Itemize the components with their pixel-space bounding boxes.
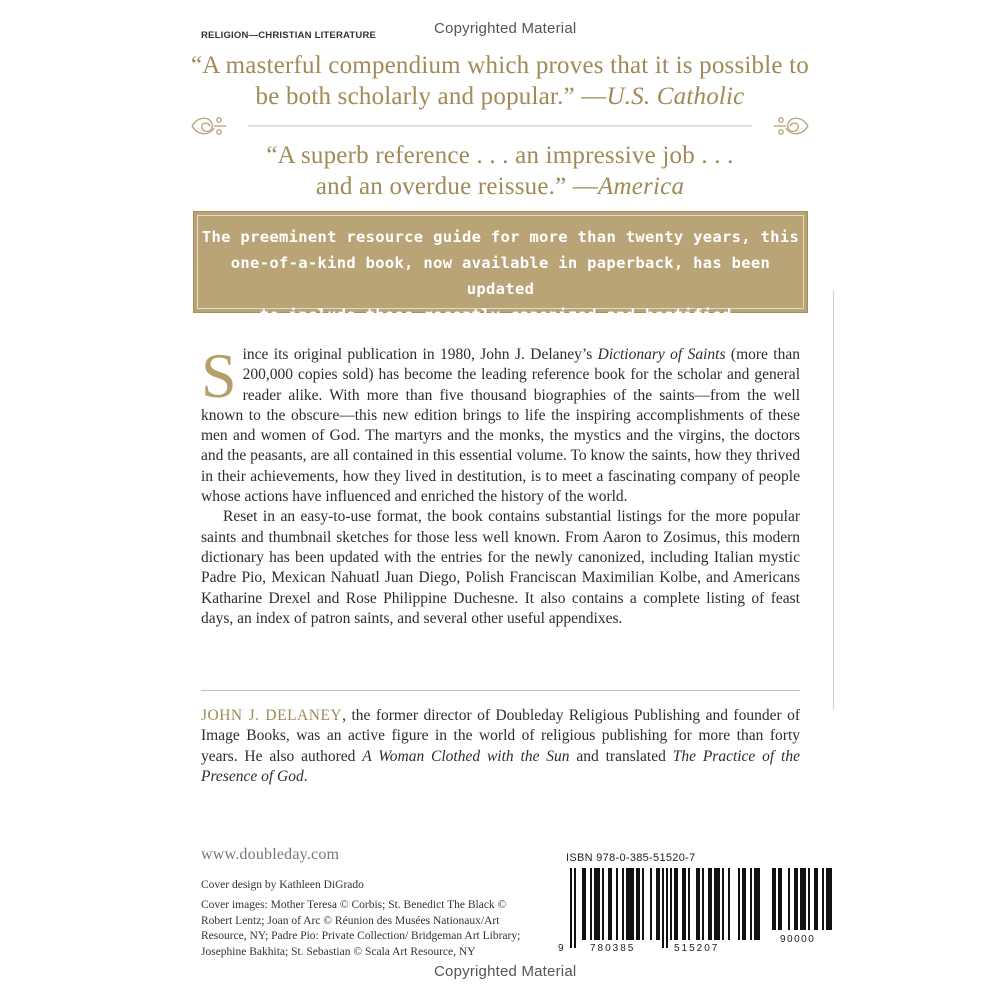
quote-1-line-1: “A masterful compendium which proves that it is possible to xyxy=(191,52,809,79)
banner-line-3: to include those recently canonized and beatified. xyxy=(259,306,742,324)
highlight-banner xyxy=(193,211,808,324)
publisher-url: www.doubleday.com xyxy=(201,846,340,863)
cover-design-credit: Cover design by Kathleen DiGrado xyxy=(201,879,364,891)
isbn-barcode xyxy=(552,868,824,960)
author-divider xyxy=(201,690,800,691)
flourish-ornament-icon xyxy=(188,110,812,142)
author-book-1: A Woman Clothed with the Sun xyxy=(362,747,570,765)
description-paragraph-2: Reset in an easy-to-use format, the book contains substantial listings for the more popular saints and thumbnail sketches for those less well known. From Aaron to Zosimus, this modern dictionary has been updated with the entries for the newly canonized, including Italian mystic Padre Pio, Mexican Nahuatl Juan Diego, Polish Franciscan Maximilian Kolbe, and Americans Katharine Drexel and Rose Philippine Duchesne. It also contains a complete listing of feast days, an index of patron saints, and several other useful appendixes. xyxy=(201,508,800,627)
quote-2-source: America xyxy=(598,173,685,200)
isbn-label: ISBN 978-0-385-51520-7 xyxy=(566,852,696,864)
barcode-main-icon xyxy=(570,868,760,948)
drop-cap: S xyxy=(201,340,237,411)
quote-1-source: U.S. Catholic xyxy=(606,83,745,110)
review-quote-1 xyxy=(180,50,820,112)
cover-images-credit: Cover images: Mother Teresa © Corbis; St. Benedict The Black © Robert Lentz; Joan of Arc © Réunion des Musées Nationaux/Art Resource, NY; Padre Pio: Private Collection/ Bridgeman Art Library; Josephine Bakhita; St. Sebastian © Scala Art Resource, NY xyxy=(201,899,521,958)
category-label: RELIGION—CHRISTIAN LITERATURE xyxy=(201,30,377,41)
watermark-bottom: Copyrighted Material xyxy=(434,963,577,980)
quote-2-line-1: “A superb reference . . . an impressive job . . . xyxy=(266,142,734,169)
review-quote-2 xyxy=(180,140,820,202)
quote-1-line-2: be both scholarly and popular.” —U.S. Catholic xyxy=(255,83,745,110)
watermark-top: Copyrighted Material xyxy=(434,20,577,37)
banner-line-1: The preeminent resource guide for more than twenty years, this xyxy=(201,228,800,246)
barcode-addon-icon xyxy=(772,868,832,936)
ornament-divider xyxy=(188,110,812,142)
barcode-digits-right: 515207 xyxy=(674,943,720,954)
right-edge-line xyxy=(833,290,834,710)
barcode-digits-left: 780385 xyxy=(590,943,636,954)
author-name: JOHN J. DELANEY xyxy=(201,707,343,724)
barcode-lead-digit: 9 xyxy=(558,943,564,954)
book-description xyxy=(201,340,800,629)
author-bio: JOHN J. DELANEY, the former director of Doubleday Religious Publishing and founder of Image Books, was an active figure in the world of religious publishing for more than forty years. He also authored A Woman Clothed with the Sun and translated The Practice of the Presence of God. xyxy=(201,707,800,785)
banner-line-2: one-of-a-kind book, now available in paperback, has been updated xyxy=(230,254,771,298)
barcode-addon-digits: 90000 xyxy=(780,934,816,945)
book-title: Dictionary of Saints xyxy=(597,346,726,363)
quote-2-line-2: and an overdue reissue.” —America xyxy=(315,173,685,200)
description-paragraph-1: Since its original publication in 1980, John J. Delaney’s Dictionary of Saints (more than 200,000 copies sold) has become the leading reference book for the scholar and general reader alike. With more than five thousand biographies of the saints—from the well known to the obscure—this new edition brings to life the inspiring accomplishments of these men and women of God. The martyrs and the monks, the mystics and the virgins, the doctors and the peasants, are all contained in this essential volume. To know the saints, how they thrived in their achievements, how they lived in destitution, is to meet a fascinating company of people whose actions have influenced and enriched the history of the world. xyxy=(201,340,800,506)
author-book-2: The Practice of the Presence of God xyxy=(201,747,800,785)
